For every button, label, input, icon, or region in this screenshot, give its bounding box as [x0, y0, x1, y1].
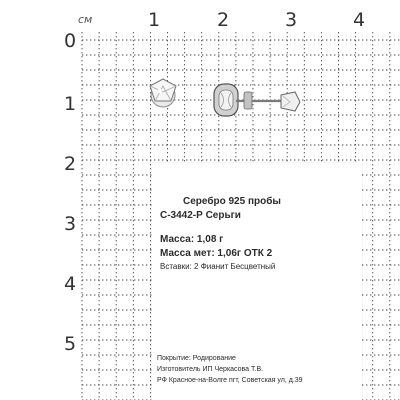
ruler-left-2: 2	[64, 153, 77, 175]
tag-title: Серебро 925 пробы	[183, 196, 281, 207]
tag-address: РФ Красное-на-Волге пгт, Советская ул, д.39	[157, 377, 303, 384]
ruler-left-4: 4	[64, 273, 77, 295]
tag-mass: Масса: 1,08 г	[160, 234, 224, 245]
tag-manufacturer: Изготовитель ИП Черкасова Т.В.	[157, 366, 264, 373]
ruler-left-3: 3	[64, 213, 77, 235]
ruler-left-0: 0	[64, 30, 77, 52]
tag-coating: Покрытие: Родирование	[157, 355, 236, 362]
ruler-top-1: 1	[148, 9, 161, 31]
ruler-left-5: 5	[64, 333, 77, 355]
ruler-top-3: 3	[285, 9, 298, 31]
tag-mass-metal: Масса мет: 1,06г ОТК 2	[160, 248, 273, 259]
ruler-top-2: 2	[217, 9, 230, 31]
tag-inserts: Вставки: 2 Фианит Бесцветный	[160, 262, 276, 271]
stud-earring-front	[150, 79, 176, 107]
ruler-top-4: 4	[353, 9, 366, 31]
tag-article: С-3442-Р Серьги	[160, 210, 241, 221]
unit-label: см	[78, 13, 93, 26]
ruler-left-1: 1	[64, 93, 77, 115]
